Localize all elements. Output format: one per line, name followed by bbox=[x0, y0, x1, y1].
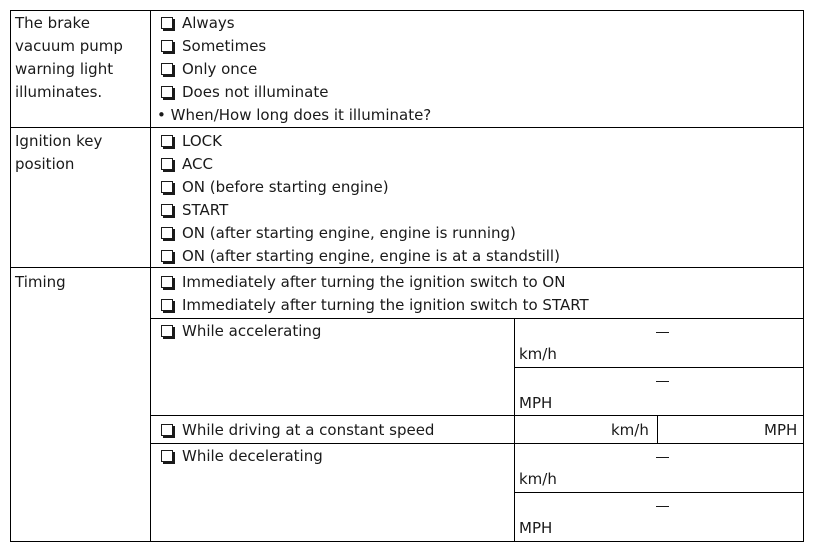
option-label: ON (after starting engine, engine is running) bbox=[182, 224, 516, 242]
checkbox-icon[interactable] bbox=[161, 86, 173, 98]
option-on-before-start[interactable] bbox=[161, 176, 389, 199]
checkbox-icon[interactable] bbox=[161, 227, 173, 239]
checkbox-icon[interactable] bbox=[161, 250, 173, 262]
checkbox-icon[interactable] bbox=[161, 276, 173, 288]
row-divider bbox=[150, 443, 804, 444]
column-divider bbox=[514, 318, 515, 542]
option-start[interactable] bbox=[161, 199, 228, 222]
unit-mph: MPH bbox=[764, 421, 798, 439]
option-label: Only once bbox=[182, 60, 258, 78]
table-border-right bbox=[803, 10, 804, 542]
option-label: Immediately after turning the ignition switch to START bbox=[182, 296, 589, 314]
unit-mph: MPH bbox=[519, 519, 553, 537]
row-label-ignition: Ignition key position bbox=[15, 132, 103, 173]
option-after-ignition-start[interactable] bbox=[161, 294, 589, 317]
option-while-decelerating[interactable] bbox=[161, 445, 323, 468]
inspection-table bbox=[10, 10, 804, 542]
illumination-question: • When/How long does it illuminate? bbox=[157, 106, 432, 124]
range-dash bbox=[656, 332, 669, 333]
option-acc[interactable] bbox=[161, 153, 213, 176]
table-border-top bbox=[10, 10, 804, 11]
option-sometimes[interactable] bbox=[161, 35, 266, 58]
option-label: LOCK bbox=[182, 132, 222, 150]
unit-mph: MPH bbox=[519, 394, 553, 412]
row-divider bbox=[150, 415, 804, 416]
option-label: Immediately after turning the ignition switch to ON bbox=[182, 273, 566, 291]
option-constant-speed[interactable] bbox=[161, 419, 434, 442]
row-divider bbox=[10, 127, 804, 128]
range-dash bbox=[656, 381, 669, 382]
row-divider bbox=[150, 318, 804, 319]
row-divider bbox=[514, 492, 804, 493]
unit-kmh: km/h bbox=[611, 421, 649, 439]
option-after-ignition-on[interactable] bbox=[161, 271, 565, 294]
option-lock[interactable] bbox=[161, 130, 222, 153]
range-dash bbox=[656, 506, 669, 507]
column-divider bbox=[150, 10, 151, 542]
checkbox-icon[interactable] bbox=[161, 181, 173, 193]
option-while-accelerating[interactable] bbox=[161, 320, 321, 343]
range-dash bbox=[656, 457, 669, 458]
option-label: While accelerating bbox=[182, 322, 322, 340]
checkbox-icon[interactable] bbox=[161, 204, 173, 216]
option-on-standstill[interactable] bbox=[161, 245, 560, 268]
checkbox-icon[interactable] bbox=[161, 158, 173, 170]
checkbox-icon[interactable] bbox=[161, 450, 173, 462]
option-label: Always bbox=[182, 14, 235, 32]
table-border-bottom bbox=[10, 541, 804, 542]
option-does-not-illuminate[interactable] bbox=[161, 81, 328, 104]
checkbox-icon[interactable] bbox=[161, 40, 173, 52]
table-border-left bbox=[10, 10, 11, 542]
checkbox-icon[interactable] bbox=[161, 135, 173, 147]
option-only-once[interactable] bbox=[161, 58, 257, 81]
unit-kmh: km/h bbox=[519, 470, 557, 488]
option-label: Does not illuminate bbox=[182, 83, 329, 101]
option-label: ACC bbox=[182, 155, 213, 173]
row-label-warning-light: The brake vacuum pump warning light illuminates. bbox=[15, 14, 123, 101]
checkbox-icon[interactable] bbox=[161, 17, 173, 29]
checkbox-icon[interactable] bbox=[161, 424, 173, 436]
checkbox-icon[interactable] bbox=[161, 299, 173, 311]
row-divider bbox=[514, 367, 804, 368]
option-label: ON (before starting engine) bbox=[182, 178, 389, 196]
option-label: Sometimes bbox=[182, 37, 267, 55]
unit-kmh: km/h bbox=[519, 345, 557, 363]
checkbox-icon[interactable] bbox=[161, 325, 173, 337]
option-label: While decelerating bbox=[182, 447, 323, 465]
option-label: While driving at a constant speed bbox=[182, 421, 435, 439]
option-label: ON (after starting engine, engine is at a standstill) bbox=[182, 247, 560, 265]
row-label-timing: Timing bbox=[15, 273, 66, 291]
option-always[interactable] bbox=[161, 12, 235, 35]
option-on-running[interactable] bbox=[161, 222, 516, 245]
option-label: START bbox=[182, 201, 229, 219]
column-divider bbox=[657, 415, 658, 443]
checkbox-icon[interactable] bbox=[161, 63, 173, 75]
